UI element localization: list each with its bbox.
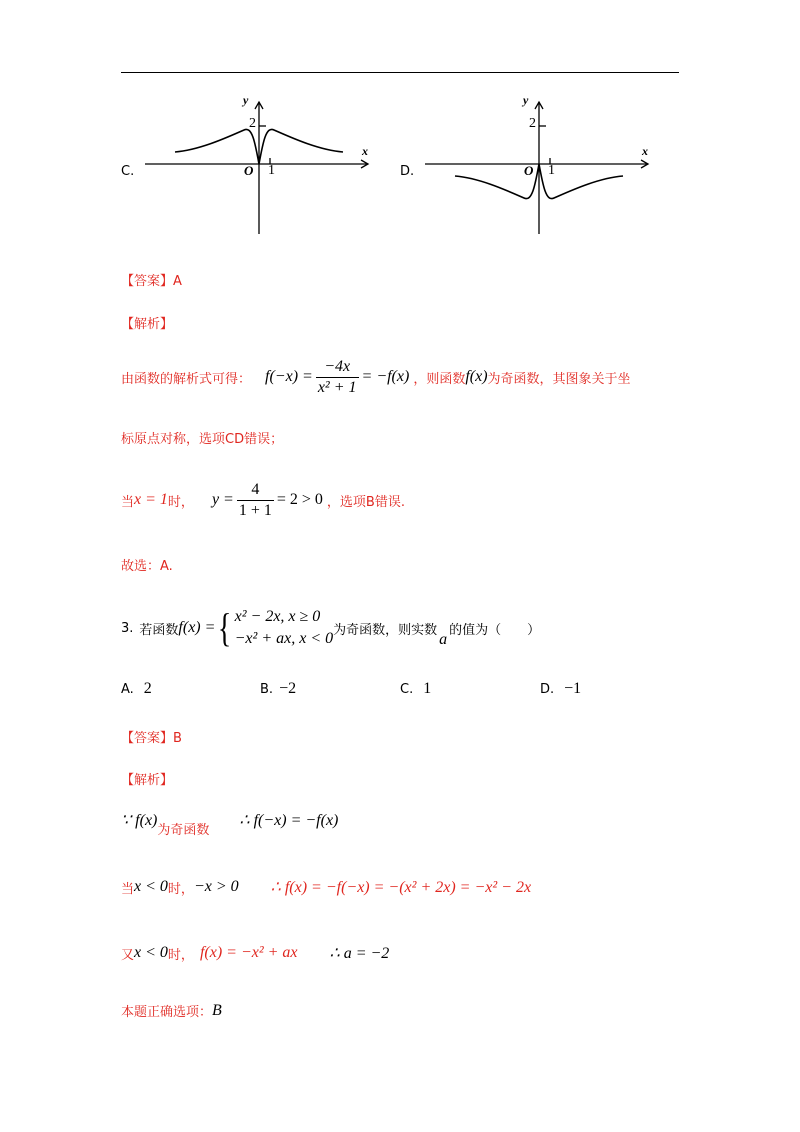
q2-line3 bbox=[121, 475, 405, 525]
q3-stem-fx: f(x) = bbox=[178, 619, 216, 636]
q2-analysis-tag: 【解析】 bbox=[121, 317, 174, 332]
q2-line3-post: ，选项B错误. bbox=[326, 494, 405, 510]
q3-s2-mid: 时， bbox=[167, 881, 194, 897]
graph-c bbox=[140, 92, 380, 237]
q2-line1-rhs: = −f(x) bbox=[361, 368, 410, 385]
q2-line3-cond: x = 1 bbox=[134, 491, 168, 508]
q3-option-d-value: −1 bbox=[564, 680, 582, 697]
q3-option-b-label: B. bbox=[260, 681, 274, 697]
graph-d-origin: O bbox=[524, 163, 534, 178]
q2-line1-num: −4x bbox=[316, 358, 359, 378]
q3-option-d bbox=[540, 680, 581, 698]
q3-s4-value: B bbox=[212, 1001, 222, 1019]
q3-stem-post: 的值为（ ） bbox=[449, 622, 541, 638]
q3-stem-pre: 若函数 bbox=[139, 622, 179, 638]
q2-line1 bbox=[121, 352, 631, 402]
q3-step1 bbox=[121, 810, 339, 838]
q3-step2 bbox=[121, 877, 531, 897]
graph-c-x-label: x bbox=[362, 144, 368, 158]
q3-s3-pre: 又 bbox=[121, 947, 135, 963]
q3-s2-eq: ∴ f(x) = −f(−x) = −(x² + 2x) = −x² − 2x bbox=[270, 879, 532, 896]
q2-answer bbox=[121, 270, 182, 289]
q3-s2-cond: x < 0 bbox=[134, 878, 168, 895]
q2-answer-value: A bbox=[173, 274, 182, 289]
q3-s3-result: ∴ a = −2 bbox=[329, 945, 390, 962]
graph-d-x-label: x bbox=[642, 144, 648, 158]
q3-case1: x² − 2x, x ≥ 0 bbox=[234, 608, 321, 625]
q3-step3 bbox=[121, 943, 389, 963]
q3-s3-cond: x < 0 bbox=[134, 944, 168, 961]
graph-d-y-label: y bbox=[523, 93, 529, 107]
q3-option-a-label: A. bbox=[121, 681, 134, 697]
q3-step4 bbox=[121, 1001, 222, 1020]
graph-c-tick-x-label: 1 bbox=[268, 163, 275, 178]
q2-line1-fx: f(x) bbox=[465, 368, 488, 385]
q3-s4-text: 本题正确选项： bbox=[121, 1005, 213, 1020]
graph-c-y-label: y bbox=[243, 93, 249, 107]
q2-line1-den: x² + 1 bbox=[317, 378, 357, 396]
q2-line3-den: 1 + 1 bbox=[238, 501, 272, 519]
q3-option-a bbox=[121, 680, 152, 698]
graph-d bbox=[420, 92, 660, 237]
q2-answer-tag: 【答案】 bbox=[121, 274, 174, 289]
graph-c-tick-y-label: 2 bbox=[249, 116, 256, 131]
option-d-label: D. bbox=[400, 164, 415, 179]
q3-brace: { bbox=[218, 605, 232, 650]
q3-case2: −x² + ax, x < 0 bbox=[234, 630, 334, 647]
q3-answer-value: B bbox=[173, 731, 182, 746]
q2-line3-fraction bbox=[237, 481, 274, 520]
q3-s3-eq: f(x) = −x² + ax bbox=[199, 944, 298, 961]
header-rule bbox=[121, 72, 679, 73]
q2-line1-mid: ，则函数 bbox=[413, 371, 466, 387]
q3-stem-var: a bbox=[439, 631, 448, 648]
q3-option-d-label: D. bbox=[540, 681, 555, 697]
q2-line3-pre: 当 bbox=[121, 494, 135, 510]
q3-s2-cond2: −x > 0 bbox=[193, 878, 239, 895]
graph-d-tick-x-label: 1 bbox=[548, 163, 555, 178]
q3-stem-mid: 为奇函数，则实数 bbox=[333, 622, 438, 638]
q2-line3-num: 4 bbox=[237, 481, 274, 501]
q3-number: 3. bbox=[121, 620, 134, 636]
graph-d-tick-y-label: 2 bbox=[529, 116, 536, 131]
q3-option-b-value: −2 bbox=[279, 680, 297, 697]
q3-answer-tag: 【答案】 bbox=[121, 731, 174, 746]
q2-line2: 标原点对称，选项CD错误； bbox=[121, 432, 284, 447]
q3-s2-pre: 当 bbox=[121, 881, 135, 897]
q2-line1-fraction bbox=[316, 358, 359, 397]
option-c-label: C. bbox=[121, 164, 135, 179]
q3-analysis-tag: 【解析】 bbox=[121, 773, 174, 788]
q2-line3-mid: 时， bbox=[167, 494, 194, 510]
q3-option-c bbox=[400, 680, 431, 698]
q3-answer bbox=[121, 727, 182, 746]
q3-s1-therefore: ∴ f(−x) = −f(x) bbox=[239, 812, 339, 829]
q3-stem bbox=[121, 600, 540, 656]
q3-option-c-label: C. bbox=[400, 681, 414, 697]
q2-line1-post: 为奇函数，其图象关于坐 bbox=[487, 371, 631, 387]
q2-line1-pre: 由函数的解析式可得： bbox=[121, 371, 252, 387]
graph-c-origin: O bbox=[244, 163, 254, 178]
q2-line3-y: y = bbox=[211, 491, 234, 508]
q3-option-b bbox=[260, 680, 296, 698]
q3-s3-mid: 时， bbox=[167, 947, 194, 963]
q2-line4: 故选：A. bbox=[121, 559, 173, 574]
q2-line3-rhs: = 2 > 0 bbox=[276, 491, 323, 508]
q2-line1-lhs: f(−x) = bbox=[265, 368, 313, 385]
q3-s1-text: 为奇函数 bbox=[157, 822, 210, 838]
q3-s1-because: ∵ f(x) bbox=[121, 812, 158, 829]
q3-option-a-value: 2 bbox=[143, 680, 152, 697]
q3-option-c-value: 1 bbox=[423, 680, 432, 697]
q3-cases bbox=[235, 606, 334, 650]
